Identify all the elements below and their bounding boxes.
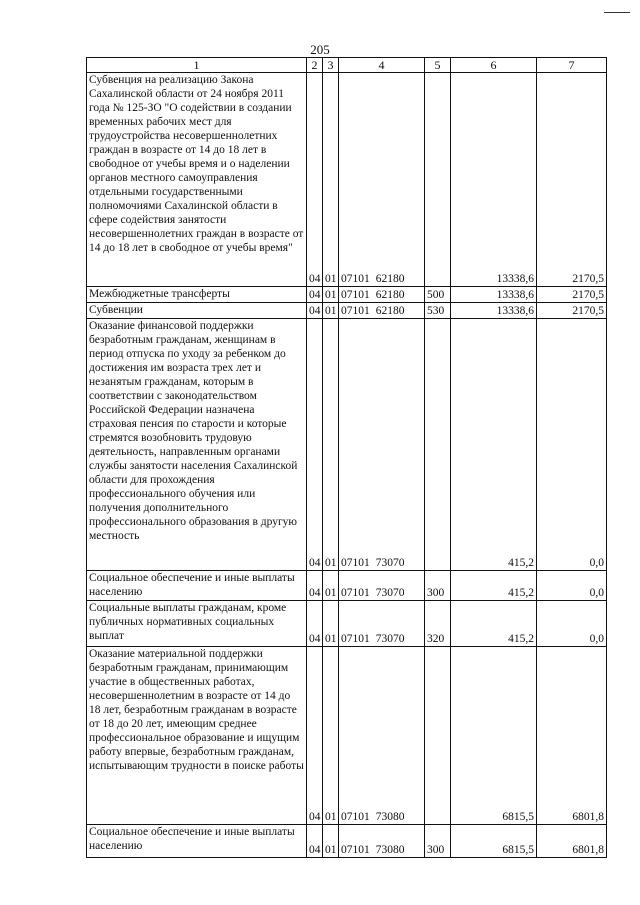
row-value-col6: 13338,6 <box>451 287 537 303</box>
row-section-code: 04 <box>307 319 323 571</box>
row-target-code-program: 07101 <box>341 557 370 569</box>
row-subsection-code: 01 <box>323 601 339 647</box>
row-target-code <box>339 319 425 571</box>
row-section-code: 04 <box>307 287 323 303</box>
row-subsection-code: 01 <box>323 287 339 303</box>
row-target-code-direction: 62180 <box>375 273 405 285</box>
row-target-code-direction: 73070 <box>375 587 405 599</box>
column-header: 4 <box>339 58 425 73</box>
row-name: Субвенции <box>87 303 307 319</box>
row-value-col7: 6801,8 <box>537 647 607 825</box>
row-value-col7: 2170,5 <box>537 287 607 303</box>
row-target-code-direction: 73080 <box>375 844 405 856</box>
corner-mark <box>604 12 630 13</box>
column-header: 2 <box>307 58 323 73</box>
row-value-col6: 415,2 <box>451 601 537 647</box>
row-expense-type-code: 530 <box>425 303 451 319</box>
row-name: Субвенция на реализацию Закона Сахалинской области от 24 ноября 2011 года № 125-ЗО "О содействии в создании временных рабочих мест для трудоустройства несовершеннолетних граждан в возрасте от 14 до 18 лет в свободное от учебы время и о наделении органов местного самоуправления отдельными государственными полномочиями Сахалинской области в сфере содействия занятости несовершеннолетних граждан в возрасте от 14 до 18 лет в свободное от учебы время" <box>87 73 307 287</box>
row-target-code-direction: 62180 <box>375 289 405 301</box>
row-target-code-program: 07101 <box>341 289 370 301</box>
row-value-col7: 0,0 <box>537 319 607 571</box>
row-expense-type-code: 300 <box>425 571 451 601</box>
table-row <box>87 825 607 858</box>
row-name: Межбюджетные трансферты <box>87 287 307 303</box>
row-value-col6: 6815,5 <box>451 647 537 825</box>
budget-table <box>86 57 607 858</box>
row-target-code <box>339 303 425 319</box>
row-subsection-code: 01 <box>323 303 339 319</box>
row-target-code-program: 07101 <box>341 844 370 856</box>
row-value-col7: 2170,5 <box>537 73 607 287</box>
row-name: Социальные выплаты гражданам, кроме публичных нормативных социальных выплат <box>87 601 307 647</box>
table-row <box>87 647 607 825</box>
row-section-code: 04 <box>307 601 323 647</box>
row-target-code <box>339 73 425 287</box>
row-target-code <box>339 601 425 647</box>
row-target-code-direction: 73080 <box>375 811 405 823</box>
row-expense-type-code: 300 <box>425 825 451 858</box>
row-name: Оказание материальной поддержки безработным гражданам, принимающим участие в общественных работах, несовершеннолетним в возрасте от 14 до 18 лет, безработным гражданам в возрасте от 18 до 20 лет, имеющим среднее профессиональное образование и ищущим работу впервые, безработным гражданам, испытывающим трудности в поиске работы <box>87 647 307 825</box>
column-header: 3 <box>323 58 339 73</box>
row-subsection-code: 01 <box>323 647 339 825</box>
row-target-code <box>339 571 425 601</box>
table-row <box>87 319 607 571</box>
column-header: 1 <box>87 58 307 73</box>
row-value-col6: 13338,6 <box>451 303 537 319</box>
row-name: Социальное обеспечение и иные выплаты населению <box>87 571 307 601</box>
table-row <box>87 303 607 319</box>
row-expense-type-code <box>425 319 451 571</box>
row-expense-type-code: 500 <box>425 287 451 303</box>
row-target-code-program: 07101 <box>341 273 370 285</box>
table-header-row <box>87 58 607 73</box>
column-header: 6 <box>451 58 537 73</box>
row-target-code-program: 07101 <box>341 305 370 317</box>
page-number: 205 <box>310 42 330 57</box>
row-name: Социальное обеспечение и иные выплаты населению <box>87 825 307 858</box>
row-value-col7: 0,0 <box>537 601 607 647</box>
column-header: 7 <box>537 58 607 73</box>
table-row <box>87 571 607 601</box>
row-expense-type-code: 320 <box>425 601 451 647</box>
row-section-code: 04 <box>307 73 323 287</box>
row-section-code: 04 <box>307 571 323 601</box>
row-expense-type-code <box>425 647 451 825</box>
row-value-col7: 0,0 <box>537 571 607 601</box>
row-name: Оказание финансовой поддержки безработным гражданам, женщинам в период отпуска по уходу за ребенком до достижения им возраста трех лет и незанятым гражданам, которым в соответствии с законодательством Российской Федерации назначена страховая пенсия по старости и которые стремятся возобновить трудовую деятельность, направленным органами службы занятости населения Сахалинской области для прохождения профессионального обучения или получения дополнительного профессионального образования в другую местность <box>87 319 307 571</box>
row-value-col6: 13338,6 <box>451 73 537 287</box>
row-target-code-program: 07101 <box>341 587 370 599</box>
row-value-col7: 6801,8 <box>537 825 607 858</box>
row-subsection-code: 01 <box>323 825 339 858</box>
row-target-code-direction: 73070 <box>375 557 405 569</box>
row-target-code-program: 07101 <box>341 811 370 823</box>
row-section-code: 04 <box>307 647 323 825</box>
row-target-code-direction: 62180 <box>375 305 405 317</box>
row-target-code-program: 07101 <box>341 633 370 645</box>
row-subsection-code: 01 <box>323 571 339 601</box>
row-target-code <box>339 287 425 303</box>
row-expense-type-code <box>425 73 451 287</box>
table-row <box>87 73 607 287</box>
row-value-col6: 415,2 <box>451 571 537 601</box>
row-target-code <box>339 647 425 825</box>
column-header: 5 <box>425 58 451 73</box>
row-target-code <box>339 825 425 858</box>
table-row <box>87 601 607 647</box>
row-value-col6: 6815,5 <box>451 825 537 858</box>
row-subsection-code: 01 <box>323 73 339 287</box>
row-section-code: 04 <box>307 303 323 319</box>
row-target-code-direction: 73070 <box>375 633 405 645</box>
row-subsection-code: 01 <box>323 319 339 571</box>
row-section-code: 04 <box>307 825 323 858</box>
row-value-col7: 2170,5 <box>537 303 607 319</box>
table-row <box>87 287 607 303</box>
row-value-col6: 415,2 <box>451 319 537 571</box>
